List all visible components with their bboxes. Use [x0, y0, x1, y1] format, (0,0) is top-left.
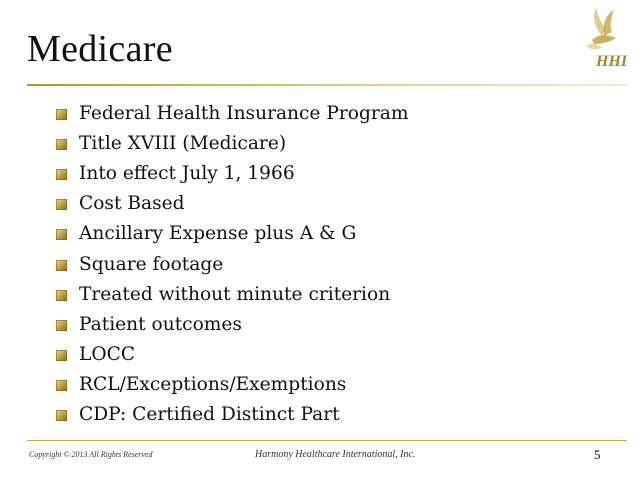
footer-copyright: Copyright © 2013 All Rights Reserved	[29, 450, 153, 459]
bullet-text: Square footage	[79, 253, 224, 275]
list-item	[56, 249, 408, 279]
slide-title: Medicare	[27, 28, 173, 70]
logo-wordmark: HHI	[596, 53, 628, 70]
bullet-list	[56, 98, 408, 430]
list-item	[56, 98, 408, 128]
square-bullet-icon	[56, 199, 67, 210]
square-bullet-icon	[56, 139, 67, 150]
logo	[572, 6, 632, 72]
square-bullet-icon	[56, 109, 67, 120]
list-item	[56, 400, 408, 430]
dove-logo-icon	[572, 6, 632, 72]
list-item	[56, 340, 408, 370]
title-divider	[27, 84, 627, 86]
list-item	[56, 370, 408, 400]
footer-company: Harmony Healthcare International, Inc.	[255, 449, 416, 460]
bullet-text: Federal Health Insurance Program	[79, 102, 409, 124]
page-number: 5	[594, 447, 601, 462]
square-bullet-icon	[56, 380, 67, 391]
square-bullet-icon	[56, 350, 67, 361]
bullet-text: Treated without minute criterion	[79, 283, 391, 305]
bullet-text: LOCC	[79, 344, 136, 366]
square-bullet-icon	[56, 290, 67, 301]
bullet-text: Patient outcomes	[79, 313, 242, 335]
list-item	[56, 158, 408, 188]
square-bullet-icon	[56, 229, 67, 240]
bullet-text: Ancillary Expense plus A & G	[79, 223, 357, 245]
footer-divider	[27, 440, 627, 441]
list-item	[56, 219, 408, 249]
bullet-text: Into effect July 1, 1966	[79, 162, 295, 184]
square-bullet-icon	[56, 260, 67, 271]
bullet-text: Cost Based	[79, 193, 185, 215]
list-item	[56, 309, 408, 339]
list-item	[56, 128, 408, 158]
square-bullet-icon	[56, 169, 67, 180]
bullet-text: Title XVIII (Medicare)	[79, 132, 287, 154]
square-bullet-icon	[56, 410, 67, 421]
bullet-text: CDP: Certified Distinct Part	[79, 404, 340, 426]
bullet-text: RCL/Exceptions/Exemptions	[79, 374, 347, 396]
list-item	[56, 189, 408, 219]
list-item	[56, 279, 408, 309]
square-bullet-icon	[56, 320, 67, 331]
